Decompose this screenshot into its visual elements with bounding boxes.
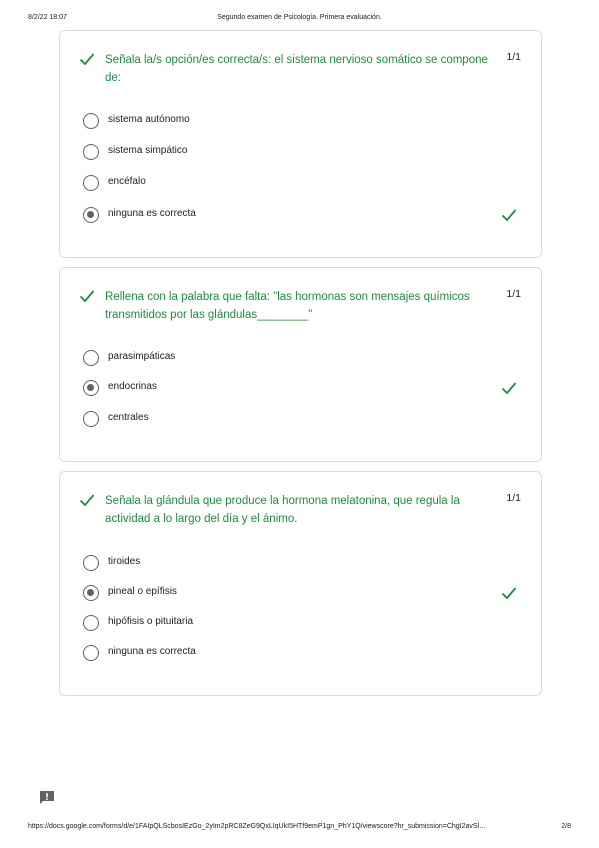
option-label: tiroides	[108, 556, 141, 567]
option-label: endocrinas	[108, 381, 157, 392]
report-issue-icon[interactable]	[39, 790, 55, 805]
question-text: Señala la/s opción/es correcta/s: el sistema nervioso somático se compone de:	[105, 54, 488, 84]
radio-button[interactable]	[83, 350, 99, 366]
radio-button[interactable]	[83, 411, 99, 427]
question-text: Rellena con la palabra que falta: "las hormonas son mensajes químicos transmitidos por las glándulas________"	[105, 291, 470, 321]
option-label: sistema autónomo	[108, 114, 190, 125]
radio-button-selected[interactable]	[83, 207, 99, 223]
radio-button[interactable]	[83, 615, 99, 631]
option-row[interactable]	[83, 644, 523, 662]
checkmark-icon	[501, 208, 517, 222]
question-card-1	[59, 30, 542, 258]
question-text: Señala la glándula que produce la hormona melatonina, que regula la actividad a lo largo del día y el ánimo.	[105, 495, 460, 525]
option-row[interactable]	[83, 349, 523, 367]
option-row[interactable]	[83, 614, 523, 632]
radio-button[interactable]	[83, 144, 99, 160]
option-label: hipófisis o pituitaria	[108, 616, 194, 627]
option-label: ninguna es correcta	[108, 208, 196, 219]
option-label: parasimpáticas	[108, 351, 176, 362]
question-card-3	[59, 471, 542, 696]
print-title: Segundo examen de Psicología. Primera evaluación.	[217, 14, 382, 21]
option-label: ninguna es correcta	[108, 646, 196, 657]
radio-button-selected[interactable]	[83, 380, 99, 396]
option-row[interactable]	[83, 112, 523, 130]
page-number: 2/8	[561, 823, 571, 830]
checkmark-icon	[79, 52, 95, 66]
print-date: 8/2/22 18:07	[28, 14, 67, 21]
radio-button[interactable]	[83, 175, 99, 191]
radio-button-selected[interactable]	[83, 585, 99, 601]
option-label: pineal o epífisis	[108, 586, 177, 597]
radio-button[interactable]	[83, 645, 99, 661]
option-row[interactable]	[83, 410, 523, 428]
option-row[interactable]	[83, 174, 523, 192]
option-label: centrales	[108, 412, 149, 423]
option-label: encéfalo	[108, 176, 146, 187]
option-row-selected[interactable]	[83, 379, 523, 397]
option-row[interactable]	[83, 143, 523, 161]
checkmark-icon	[79, 493, 95, 507]
checkmark-icon	[79, 289, 95, 303]
checkmark-icon	[501, 381, 517, 395]
radio-button[interactable]	[83, 113, 99, 129]
option-row-selected[interactable]	[83, 206, 523, 224]
option-row-selected[interactable]	[83, 584, 523, 602]
print-header	[28, 14, 571, 26]
page-url: https://docs.google.com/forms/d/e/1FAIpQLScbosIEzGo_2yIm2pRC8ZeG9QxLIqUkI5HTf9emP1gn_PhY1Q/viewscore?hr_submission=ChgI2avSl…	[28, 823, 487, 830]
question-score: 1/1	[506, 492, 521, 504]
question-score: 1/1	[506, 51, 521, 63]
question-card-2	[59, 267, 542, 462]
option-label: sistema simpático	[108, 145, 188, 156]
question-score: 1/1	[506, 288, 521, 300]
option-row[interactable]	[83, 554, 523, 572]
radio-button[interactable]	[83, 555, 99, 571]
checkmark-icon	[501, 586, 517, 600]
